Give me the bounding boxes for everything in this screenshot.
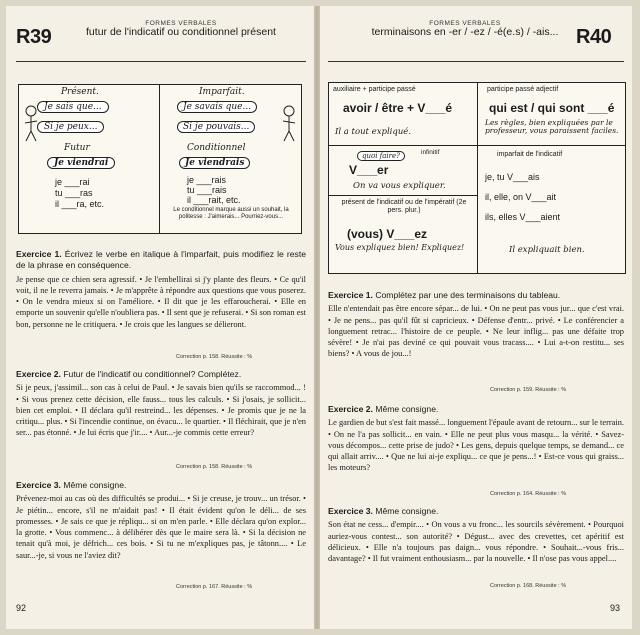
inf-bubble: quoi faire? (357, 151, 405, 161)
present-bubble-2: Si je peux... (37, 121, 104, 133)
right-page-title: terminaisons en -er / -ez / -é(e.s) / -ais... (371, 26, 559, 38)
adj-formula: qui est / qui sont ___é (489, 101, 615, 115)
exercise-title: Exercice 2. (328, 404, 373, 414)
adj-example: Les règles, bien expliquées par le professeur, vous paraissent faciles. (485, 118, 619, 135)
exercise-heading (16, 369, 306, 380)
correction-ref: Correction p. 167. Réussite : % (176, 584, 253, 590)
imparfait-bubble-1: Je savais que... (177, 101, 257, 113)
exercise-heading (328, 290, 624, 301)
futur-row: tu ___ras (55, 188, 93, 198)
exercise-instruction: Même consigne. (375, 404, 439, 414)
exercise-text: Si je peux, j'assimil... son cas à celui de Paul. • Je savais bien qu'ils se raccommod... ! • Si vous prenez cette décision, elle fauss... tous les calculs. • Si j'osais, je sollicit... bien cet emploi. • Il déclara qu'il restreind... les dépenses. • Je promis que je ne la critiqu... plus. • Si l'incendie continue, on évacu... le quartier. • Il fléchirait, que je n'en ser... pas étonné. • Je lui écris que j'ir.... • Aur...-je commis cette erreur? (16, 383, 306, 438)
exercise-instruction: Même consigne. (375, 506, 439, 516)
exercise-text: Elle n'entendait pas être encore sépar... de lui. • On ne peut pas vous jur... que c'est vrai. • Je ne pens... pas qu'il fût si capricieux. • Défense d'entr... privé. • Le conférencier a longuement retrac... l'histoire de ce peuple. • Ne leur inflig... pas une défaite trop sévère! • Je n'ai pas deviné ce qui pouvait vous tracass.... • Lui a-t-on restitu... ses biens? • A vous de jou...! (328, 304, 624, 359)
exercise-1-left (16, 249, 306, 330)
exercise-title: Exercice 2. (16, 369, 61, 379)
exercise-text: Son état ne cess... d'empir.... • On vous a vu fronc... les sourcils sévèrement. • Pourquoi auriez-vous contest... son autorité? • Dégust... avec des crevettes, cet apéritif est délicieux. • Elle n'a toujours pas daign... vous répondre. • Souhait...-vous fris... davantage? • Il fut vraiment enthousiasm... par la nouvelle. • Il n'ose pas vous appel.... (328, 520, 624, 564)
aux-example: Il a tout expliqué. (335, 127, 412, 137)
header-rule (16, 61, 306, 62)
grammar-panel-left (18, 84, 302, 234)
exercise-3-left (16, 480, 306, 561)
exercise-2-left (16, 369, 306, 439)
table-divider-horizontal (329, 195, 477, 196)
rule-code-left: R39 (16, 26, 52, 48)
imp-row: je, tu V___ais (485, 172, 540, 182)
exercise-title: Exercice 1. (16, 249, 62, 259)
page-number-right: 93 (609, 603, 620, 613)
right-page-header (360, 20, 570, 38)
grammar-table-right (328, 82, 626, 274)
exercise-title: Exercice 3. (328, 506, 373, 516)
exercise-1-right (328, 290, 624, 360)
futur-bubble: Je viendrai (47, 157, 115, 169)
conditionnel-row: je ___rais (187, 175, 227, 185)
adj-title: participe passé adjectif (487, 86, 559, 93)
speaker-figure-right (277, 103, 299, 143)
exercise-instruction: Écrivez le verbe en italique à l'imparfait, puis modifiez le reste de la phrase en conséquence. (16, 249, 306, 271)
conditionnel-note: Le conditionnel marque aussi un souhait, la politesse : J'aimerais... Pourriez-vous... (173, 207, 289, 220)
header-rule (328, 61, 624, 62)
imp-row: ils, elles V___aient (485, 212, 561, 222)
exercise-text: Le gardien de but s'est fait massé... longuement l'épaule avant de retourn... sur le terrain. • On ne l'a pas sollicit... en vain. • Elle ne peut plus vous masqu... la vérité. • Savez-vous décompos... cette prise de judo? • Les gens, depuis quelque temps, se demand... ce qui allait arriv.... • Que ne lui ai-je expliqu... ce que je pens...! • Est-ce vous qui graiss... les moteurs? (328, 418, 624, 473)
present-bubble-1: Je sais que... (37, 101, 109, 113)
page-number-left: 92 (16, 603, 27, 613)
futur-row: il ___ra, etc. (55, 199, 105, 209)
futur-endings (55, 177, 104, 210)
exercise-text: Prévenez-moi au cas où des difficultés se produi... • Si je creuse, je trouv... un trésor. • Je piétin... encore, s'il ne m'aidait pas! • Il était évident qu'on le déli... de ses promesses. • Je sais ce que je répliqu... si on m'en parle. • Elle déclara qu'on explor... la grotte. • Vous commenc... à délibérer dès que le maire sera là. • Si la décision ne tenait qu'à moi, je défrich... ces bois. • Si tu ne m'expliques pas, je tâtonn.... • Le saur...-je, si vous ne l'aviez dit? (16, 494, 306, 560)
left-page-header (76, 20, 286, 38)
category-label: FORMES VERBALES (145, 20, 217, 27)
inf-title: infinitif (421, 149, 440, 156)
exercise-heading (328, 506, 624, 517)
correction-ref: Correction p. 164. Réussite : % (490, 491, 567, 497)
correction-ref: Correction p. 159. Réussite : % (490, 387, 567, 393)
aux-title: auxiliaire + participe passé (333, 86, 416, 93)
inf-formula: V___er (349, 163, 389, 177)
table-divider-vertical (477, 83, 478, 273)
left-page-title: futur de l'indicatif ou conditionnel présent (86, 26, 276, 38)
exercise-instruction: Futur de l'indicatif ou conditionnel? Complétez. (63, 369, 242, 379)
pres-title: présent de l'indicatif ou de l'impératif (2e pers. plur.) (341, 199, 467, 214)
aux-formula: avoir / être + V___é (343, 101, 453, 115)
conditionnel-label: Conditionnel (187, 143, 246, 153)
imparfait-bubble-2: Si je pouvais... (177, 121, 255, 133)
exercise-heading (16, 480, 306, 491)
pres-example: Vous expliquez bien! Expliquez! (335, 243, 465, 252)
exercise-text: Je pense que ce chien sera agressif. • Je l'embellirai si j'y plante des fleurs. • Ce qu'il voit, il ne le reverra jamais. • Je m'apprête à répondre aux questions que vous poserez. • On le vendra mieux si on l'améliore. • Il dit que je les effaroucherai. • Elle en emporte un souvenir qu'elle n'oubliera pas. • Il sent que je refuserai. • Si son roman est bon, personne ne le critiquera. • Je crois que les langues se délieront. (16, 274, 306, 329)
left-page (6, 6, 314, 629)
exercise-3-right (328, 506, 624, 564)
correction-ref: Correction p. 158. Réussite : % (176, 464, 253, 470)
present-label: Présent. (61, 87, 99, 97)
conditionnel-bubble: Je viendrais (179, 157, 250, 169)
panel-divider (159, 85, 160, 233)
right-page (320, 6, 632, 629)
exercise-heading (328, 404, 624, 415)
exercise-2-right (328, 404, 624, 474)
imparfait-label: Imparfait. (199, 87, 245, 97)
conditionnel-endings (187, 175, 241, 205)
conditionnel-row: il ___rait, etc. (187, 195, 241, 205)
correction-ref: Correction p. 158. Réussite : % (176, 354, 253, 360)
pres-formula: (vous) V___ez (347, 227, 428, 241)
imp-title: imparfait de l'indicatif (497, 151, 563, 158)
conditionnel-row: tu ___rais (187, 185, 227, 195)
exercise-instruction: Complétez par une des terminaisons du tableau. (375, 290, 561, 300)
speaker-figure-left (21, 103, 43, 143)
imp-example: Il expliquait bien. (509, 245, 585, 255)
exercise-title: Exercice 1. (328, 290, 373, 300)
imp-rows (485, 167, 560, 227)
futur-label: Futur (64, 143, 90, 153)
correction-ref: Correction p. 168. Réussite : % (490, 583, 567, 589)
exercise-instruction: Même consigne. (63, 480, 127, 490)
inf-example: On va vous expliquer. (353, 181, 446, 191)
exercise-heading (16, 249, 306, 272)
rule-code-right: R40 (576, 26, 612, 48)
category-label: FORMES VERBALES (429, 20, 501, 27)
exercise-title: Exercice 3. (16, 480, 61, 490)
table-divider-horizontal (329, 145, 625, 146)
futur-row: je ___rai (55, 177, 90, 187)
imp-row: il, elle, on V___ait (485, 192, 557, 202)
